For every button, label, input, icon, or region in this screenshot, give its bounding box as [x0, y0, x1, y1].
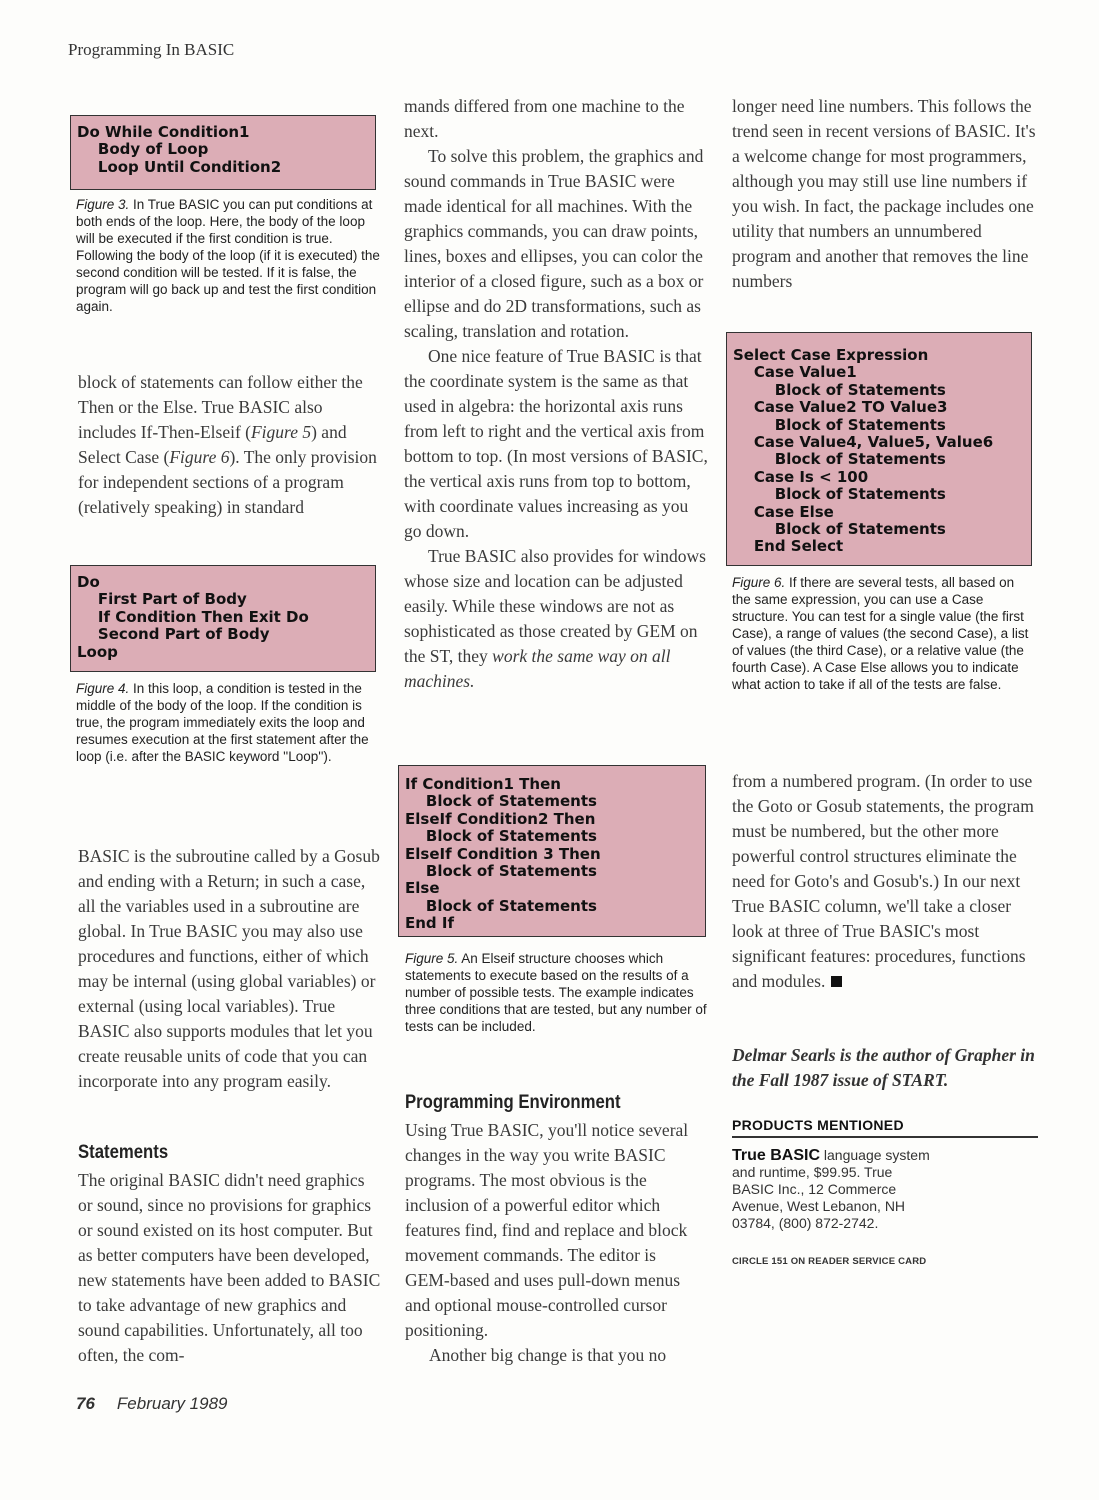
code-line: Case Value1: [733, 363, 857, 382]
figure-reference: Figure 6: [169, 447, 230, 467]
product-details: language system and runtime, $99.95. True BASIC Inc., 12 Commerce Avenue, West Lebanon, NH 03784, (800) 872-2742.: [732, 1147, 930, 1231]
code-line: Do While Condition1: [77, 123, 250, 141]
figure-3-code-box: [70, 115, 376, 190]
caption-text: In True BASIC you can put conditions at both ends of the loop. Here, the body of the loop will be executed if the first condition is true. Following the body of the loop (if it is executed) the second condition will be tested. If it is false, the program will go back up and test the first condition again.: [76, 197, 380, 314]
emphasis-text: work the same way on all machines.: [404, 646, 671, 691]
code-line: Loop: [77, 642, 118, 661]
col3-paragraph-b: [732, 769, 1036, 994]
col1-paragraph-c: [78, 1168, 382, 1368]
caption-text: An Elseif structure chooses which statements to execute based on the results of a number of possible tests. The example indicates three conditions that are tested, but any number of tests can be included.: [405, 951, 707, 1034]
products-mentioned-title: PRODUCTS MENTIONED: [732, 1117, 904, 1133]
page-number: 76: [76, 1394, 95, 1413]
code-line: Case Value4, Value5, Value6: [733, 433, 994, 452]
col1-paragraph-a: [78, 370, 380, 520]
caption-text: If there are several tests, all based on the same expression, you can use a Case structure. You can test for a single value (the first Case), a range of values (the second Case), a list of values (the third Case), or a relative value (the fourth Case). A Case Else allows you to indicate what action to take if all of the tests are false.: [732, 575, 1029, 692]
code-line: End If: [405, 914, 454, 933]
reader-service-note: CIRCLE 151 ON READER SERVICE CARD: [732, 1256, 927, 1267]
paragraph: Using True BASIC, you'll notice several changes in the way you write BASIC programs. The most obvious is the inclusion of a powerful editor which features find, find and replace and block movement commands. The editor is GEM-based and uses pull-down menus and optional mouse-controlled cursor positioning.: [405, 1120, 689, 1340]
col2-paragraphs-bottom: [405, 1118, 705, 1368]
code-line: Block of Statements: [405, 896, 597, 915]
paragraph: BASIC is the subroutine called by a Gosub and ending with a Return; in such a case, all the variables used in a subroutine are global. In True BASIC you may also use procedures and functions, either of which may be internal (using global variables) or external (using local variables). True BASIC also supports modules that let you create reusable units of code that you can incorporate into any program easily.: [78, 846, 380, 1091]
caption-text: In this loop, a condition is tested in the middle of the body of the loop. If the condition is true, the program immediately exits the loop and resumes execution at the first statement after the loop (i.e. after the BASIC keyword ''Loop'').: [76, 681, 369, 764]
col2-paragraphs-top: [404, 94, 708, 694]
code-line: If Condition Then Exit Do: [77, 607, 309, 626]
figure-label: Figure 5.: [405, 951, 459, 966]
code-line: Block of Statements: [405, 792, 597, 811]
text-run: True BASIC also provides for windows whose size and location can be adjusted easily. While these windows are not as sophisticated as those created by GEM on the ST, they: [404, 546, 706, 666]
figure-reference: Figure 5: [250, 422, 312, 442]
section-heading-programming-environment: Programming Environment: [405, 1092, 621, 1113]
paragraph: To solve this problem, the graphics and sound commands in True BASIC were made identical for all machines. With the graphics commands, you can draw points, lines, boxes and ellipses, you can color the interior of a closed figure, such as a box or ellipse and do 2D transformations, such as scaling, translation and rotation.: [404, 146, 704, 341]
figure-4-code-box: [70, 565, 376, 672]
paragraph: The original BASIC didn't need graphics or sound, since no provisions for graphics or sound existed on its host computer. But as better computers have been developed, new statements have been added to BASIC to take advantage of new graphics and sound capabilities. Unfortunately, all too often, the com-: [78, 1170, 381, 1365]
text-run: block of statements can follow either the Then or the Else. True BASIC also includes If-Then-Elseif (: [78, 372, 363, 442]
paragraph: longer need line numbers. This follows the trend seen in recent versions of BASIC. It's a welcome change for most programmers, although you may still use line numbers if you wish. In fact, the package includes one utility that numbers an unnumbered program and another that removes the line numbers: [732, 96, 1036, 291]
code-line: Case Is < 100: [733, 467, 869, 486]
code-line: If Condition1 Then: [405, 775, 561, 793]
code-line: Block of Statements: [733, 415, 946, 434]
code-line: ElseIf Condition2 Then: [405, 809, 596, 828]
code-line: Block of Statements: [405, 827, 597, 846]
section-heading-statements: Statements: [78, 1142, 169, 1163]
figure-5-code-box: [398, 765, 706, 937]
issue-date: February 1989: [116, 1394, 228, 1413]
paragraph: Another big change is that you no: [429, 1345, 667, 1365]
figure-3-caption: [76, 196, 380, 315]
figure-4-caption: [76, 680, 380, 765]
text-run: ). The only provision for independent sections of a program (relatively speaking) in standard: [78, 447, 377, 517]
product-listing: [732, 1147, 932, 1232]
figure-6-code-box: [726, 332, 1032, 566]
code-line: Body of Loop: [77, 140, 209, 159]
paragraph: mands differed from one machine to the next.: [404, 96, 685, 141]
figure-label: Figure 6.: [732, 575, 786, 590]
end-of-article-square-icon: [831, 976, 842, 987]
code-line: Block of Statements: [733, 380, 946, 399]
page-footer: [76, 1394, 228, 1414]
code-line: Block of Statements: [733, 485, 946, 504]
code-line: Select Case Expression: [733, 346, 929, 364]
paragraph-text: from a numbered program. (In order to use the Goto or Gosub statements, the program must be numbered, but the other more powerful control structures eliminate the need for Goto's and Gosub's.) In our next True BASIC column, we'll take a closer look at three of True BASIC's most significant features: procedures, functions and modules.: [732, 771, 1034, 991]
figure-label: Figure 4.: [76, 681, 130, 696]
products-divider: [732, 1136, 1038, 1138]
code-line: Case Value2 TO Value3: [733, 398, 948, 417]
paragraph: One nice feature of True BASIC is that the coordinate system is the same as that used in algebra: the horizontal axis runs from left to right and the vertical axis from bottom to top. (In most versions of BASIC, the vertical axis runs from top to bottom, with coordinate values increasing as you go down.: [404, 346, 708, 541]
col3-paragraph-a: [732, 94, 1036, 294]
code-line: Else: [405, 879, 440, 898]
code-line: Loop Until Condition2: [77, 157, 282, 176]
code-line: ElseIf Condition 3 Then: [405, 844, 601, 863]
author-byline: Delmar Searls is the author of Grapher in the Fall 1987 issue of START.: [732, 1045, 1035, 1090]
code-line: Block of Statements: [733, 450, 946, 469]
text-run: ) and Select Case (: [78, 422, 347, 467]
code-line: Case Else: [733, 502, 834, 521]
col1-paragraph-b: [78, 844, 380, 1094]
product-name: True BASIC: [732, 1147, 821, 1164]
code-line: Do: [77, 573, 100, 591]
code-line: Block of Statements: [733, 520, 946, 539]
figure-5-caption: [405, 950, 707, 1035]
code-line: Second Part of Body: [77, 625, 270, 644]
code-line: End Select: [733, 537, 844, 556]
running-title: Programming In BASIC: [68, 40, 235, 59]
figure-label: Figure 3.: [76, 197, 130, 212]
code-line: First Part of Body: [77, 590, 247, 609]
figure-6-caption: [732, 574, 1034, 693]
code-line: Block of Statements: [405, 862, 597, 881]
